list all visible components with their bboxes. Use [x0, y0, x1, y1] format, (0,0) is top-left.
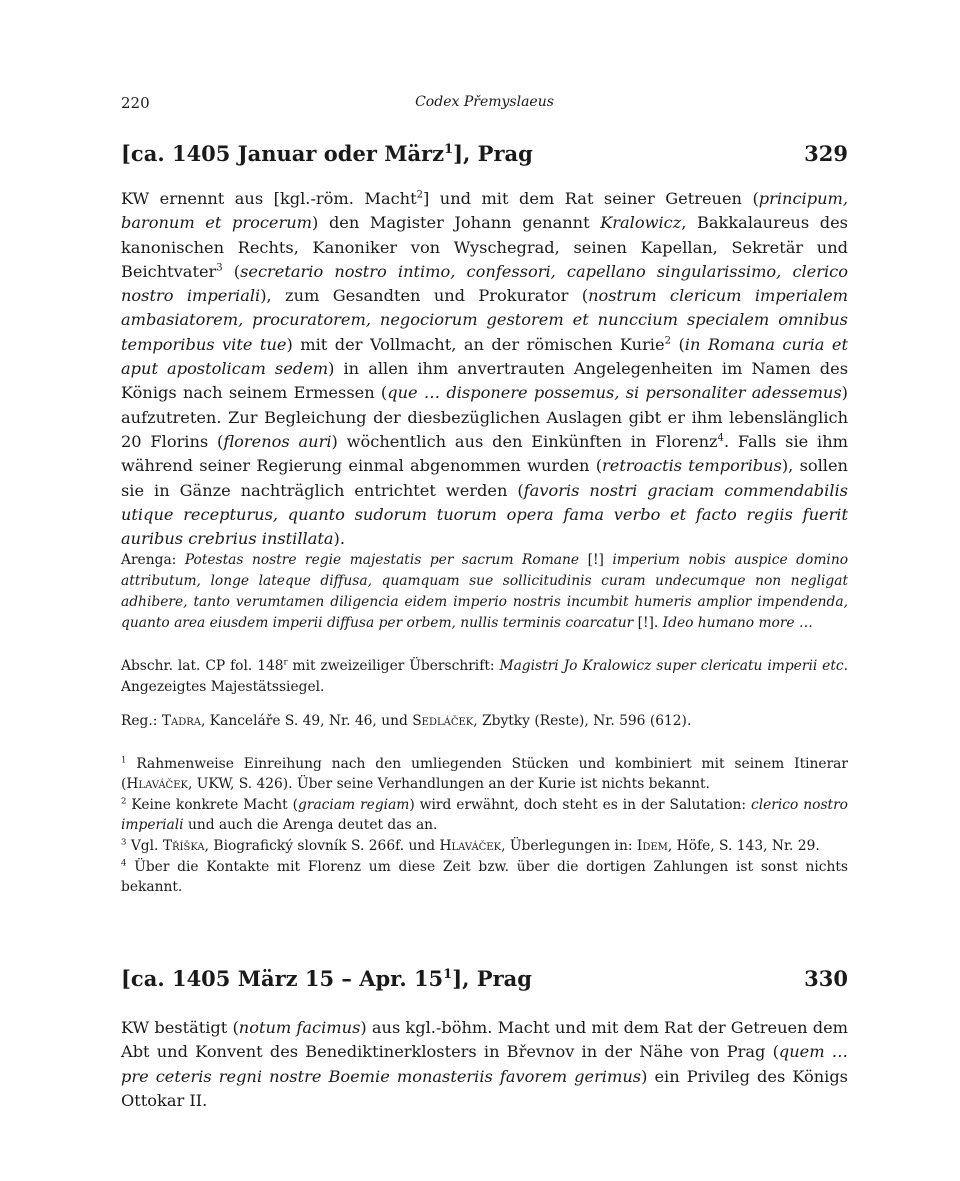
entry-number: 330 — [804, 966, 848, 991]
page-number: 220 — [121, 94, 150, 112]
regest-text-330: KW bestätigt (notum facimus) aus kgl.-böhm. Macht und mit dem Rat der Getreuen dem Abt und Konvent des Benediktinerklosters in Břevnov in der Nähe von Prag (quem … pre ceteris regni nostre Boemie monasteriis favorem gerimus) ein Privileg des Königs Ottokar II. — [121, 1018, 848, 1110]
regesten-reference: Reg.: Tadra, Kanceláře S. 49, Nr. 46, und Sedláček, Zbytky (Reste), Nr. 596 (612). — [121, 713, 692, 729]
footnote-1: $^1$ Rahmenweise Einreihung nach den umliegenden Stücken und kombiniert mit seinem Itinerar (Hlaváček, UKW, S. 426). Über seine Verhandlungen an der Kurie ist nichts bekannt. — [121, 755, 848, 793]
running-title: Codex Přemyslaeus — [415, 94, 554, 110]
transmission-note: Abschr. lat. CP fol. 148$^r$ mit zweizeiliger Überschrift: Magistri Jo Kralowicz super clericatu imperii etc. Angezeigtes Majestätssiegel. — [121, 657, 848, 695]
footnote-2: $^2$ Keine konkrete Macht (graciam regiam) wird erwähnt, doch steht es in der Salutation: clerico nostro imperiali und auch die Arenga deutet das an. — [121, 796, 848, 834]
running-head — [121, 94, 848, 116]
footnote-4: $^4$ Über die Kontakte mit Florenz um diese Zeit bzw. über die dortigen Zahlungen ist sonst nichts bekannt. — [121, 858, 848, 896]
entry-number: 329 — [804, 141, 848, 166]
footnote-3: $^3$ Vgl. Tříška, Biografický slovník S. 266f. und Hlaváček, Überlegungen in: Idem, Höfe, S. 143, Nr. 29. — [121, 837, 820, 854]
entry-date-place: [ca. 1405 März 15 – Apr. $15^1$], Prag — [121, 966, 532, 991]
regest-text-329: KW ernennt aus [kgl.-röm. Macht$^2$] und mit dem Rat seiner Getreuen (principum, baronum et procerum) den Magister Johann genannt Kralowicz, Bakkalaureus des kanonischen Rechts, Kanoniker von Wyschegrad, seinen Kapellan, Sekretär und Beichtvater$^3$ (secretario nostro intimo, confessori, capellano singularissimo, clerico nostro imperiali), zum Gesandten und Prokurator (nostrum clericum imperialem ambasiatorem, procuratorem, negociorum gestorem et nunccium specialem omnibus temporibus vite tue) mit der Vollmacht, an der römischen Kurie$^2$ (in Romana curia et aput apostolicam sedem) in allen ihm anvertrauten Angelegenheiten im Namen des Königs nach seinem Ermessen (que … disponere possemus, si personaliter adessemus) aufzutreten. Zur Begleichung der diesbezüglichen Auslagen gibt er ihm lebenslänglich 20 Florins (florenos auri) wöchentlich aus den Einkünften in Florenz$^4$. Falls sie ihm während seiner Regierung einmal abgenommen wurden (retroactis temporibus), sollen sie in Gänze nachträglich entrichtet werden (favoris nostri graciam commendabilis utique recepturus, quanto sudorum tuorum opera fama verbo et facto regiis fuerit auribus crebrius instillata). — [121, 189, 848, 549]
entry-date-place: [ca. 1405 Januar oder März$^1$], Prag — [121, 141, 533, 166]
arenga: Arenga: Potestas nostre regie majestatis per sacrum Romane [!] imperium nobis auspice domino attributum, longe lateque diffusa, quamquam sue sollicitudinis curam undecumque non negligat adhibere, tanto verumtamen diligencia eidem imperio nostris incumbit humeris amplior impendenda, quanto area eiusdem imperii diffusa per orbem, nullis terminis coarcatur [!]. Ideo humano more … — [121, 552, 849, 631]
